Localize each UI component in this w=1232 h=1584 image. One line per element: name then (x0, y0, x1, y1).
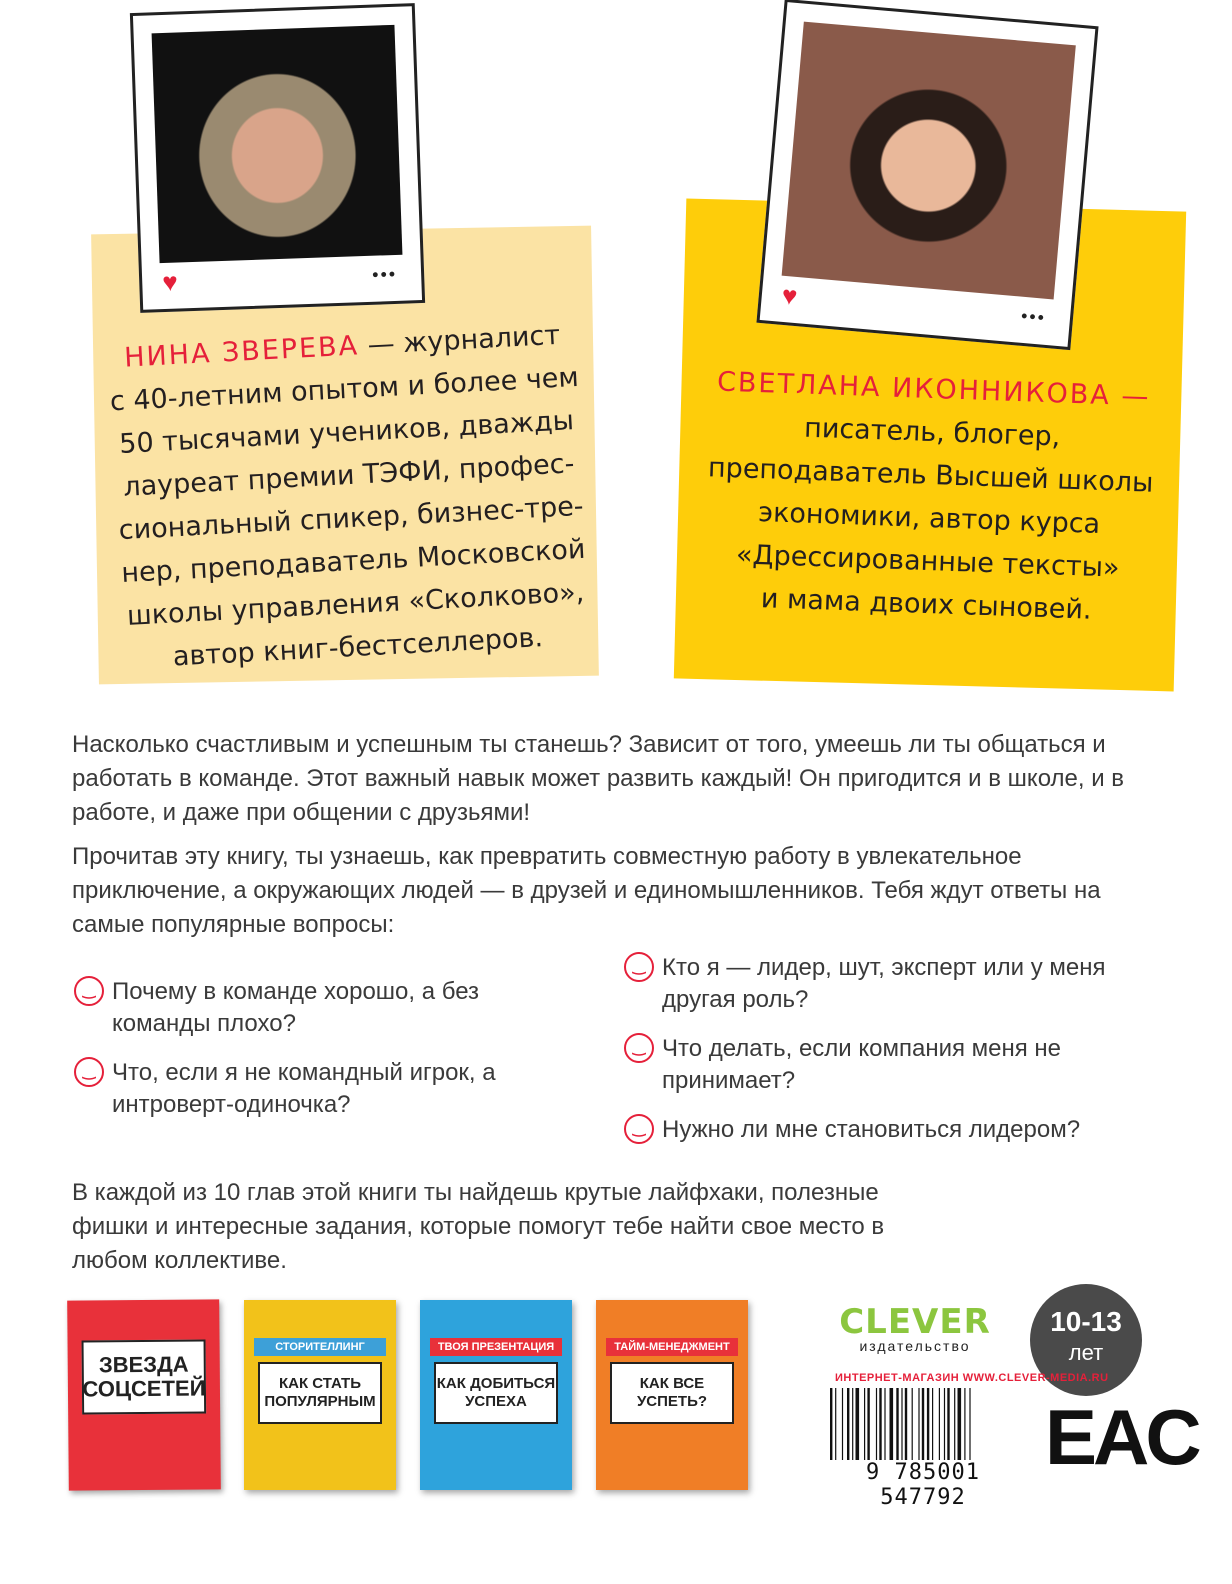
book-title: КАК ВСЕ УСПЕТЬ? (610, 1362, 734, 1424)
lead-paragraph: Прочитав эту книгу, ты узнаешь, как превратить совместную работу в увлекательное приключение, а окружающих людей — в друзей и единомышленников. Тебя ждут ответы на самые популярные вопросы: (72, 843, 1101, 938)
barcode-bar (884, 1388, 885, 1470)
book-title: КАК ДОБИТЬСЯ УСПЕХА (434, 1362, 558, 1424)
barcode-bar (958, 1388, 962, 1470)
author2-bio: СВЕТЛАНА ИКОННИКОВА — писатель, блогер, преподаватель Высшей школы экономики, автор курса «Дрессированные тексты» и мама двоих сыновей. (686, 360, 1175, 635)
barcode-bar (852, 1388, 853, 1470)
book-series-tag: ТАЙМ-МЕНЕДЖМЕНТ (606, 1338, 738, 1356)
barcode-bar (944, 1388, 945, 1470)
barcode-bar (842, 1388, 843, 1470)
barcode-bar (922, 1388, 924, 1470)
isbn-number: 9 785001 547792 (828, 1460, 1018, 1510)
smiley-icon: ‿ (624, 1114, 654, 1144)
barcode-bar (896, 1388, 898, 1470)
author2-photo (782, 22, 1076, 300)
question-item: ‿ Что, если я не командный игрок, а интроверт-одиночка? (74, 1057, 554, 1121)
book-cover-kak-dobitsya-uspeha (420, 1300, 572, 1490)
heart-icon: ♥ (161, 266, 179, 298)
book-cover-kak-stat-populyarnym (244, 1300, 396, 1490)
question-item: ‿ Что делать, если компания меня не принимает? (624, 1033, 1144, 1097)
book-cover-kak-vse-uspet (596, 1300, 748, 1490)
eac-mark: EAC (1045, 1393, 1198, 1481)
author1-name: НИНА ЗВЕРЕВА (123, 330, 360, 374)
author2-name: СВЕТЛАНА ИКОННИКОВА — (716, 366, 1151, 413)
book-cover-zvezda-socsetey (67, 1299, 221, 1490)
book-title: КАК СТАТЬ ПОПУЛЯРНЫМ (258, 1362, 382, 1424)
more-dots-icon: ••• (371, 263, 398, 285)
barcode-bar (867, 1388, 869, 1470)
smiley-icon: ‿ (624, 1033, 654, 1063)
question-item: ‿ Почему в команде хорошо, а без команды плохо? (74, 976, 554, 1040)
intro-paragraph: Насколько счастливым и успешным ты станешь? Зависит от того, умеешь ли ты общаться и работать в команде. Этот важный навык может развить каждый! Он пригодится и в школе, и в работе, и даже при общении с друзьями! (72, 731, 1125, 826)
barcode-bar (830, 1388, 832, 1470)
barcode-bar (918, 1388, 919, 1470)
more-dots-icon: ••• (1020, 305, 1047, 328)
barcode (828, 1388, 1018, 1470)
question-item: ‿ Нужно ли мне становиться лидером? (624, 1114, 1164, 1146)
book-series-tag: СТОРИТЕЛЛИНГ (254, 1338, 386, 1356)
shop-url: ИНТЕРНЕТ-МАГАЗИН WWW.CLEVER-MEDIA.RU (835, 1372, 1109, 1384)
book-series-tag: ТВОЯ ПРЕЗЕНТАЦИЯ (430, 1338, 562, 1356)
author1-bio: НИНА ЗВЕРЕВА — журналист с 40-летним опытом и более чем 50 тысячами учеников, дважды лауреат премии ТЭФИ, профес- сиональный спикер, бизнес-тре- нер, преподаватель Московской школы управления «Сколково», автор книг-бестселлеров. (109, 319, 587, 673)
barcode-bar (890, 1388, 894, 1470)
book-title: ЗВЕЗДА СОЦСЕТЕЙ (82, 1339, 207, 1414)
question-item: ‿ Кто я — лидер, шут, эксперт или у меня другая роль? (624, 952, 1144, 1016)
author1-photo (152, 25, 403, 263)
smiley-icon: ‿ (74, 1057, 104, 1087)
publisher-logo: CLEVER издательство (839, 1302, 991, 1354)
barcode-bar (939, 1388, 940, 1470)
smiley-icon: ‿ (624, 952, 654, 982)
barcode-bar (876, 1388, 877, 1470)
barcode-bar (912, 1388, 913, 1470)
barcode-bar (927, 1388, 929, 1470)
barcode-bar (954, 1388, 955, 1470)
author2-photo-frame (756, 0, 1098, 350)
barcode-bar (864, 1388, 865, 1470)
author1-photo-frame (130, 3, 425, 313)
barcode-bar (905, 1388, 907, 1470)
outro-paragraph: В каждой из 10 глав этой книги ты найдешь крутые лайфхаки, полезные фишки и интересные задания, которые помогут тебе найти свое место в любом коллективе. (72, 1179, 885, 1274)
heart-icon: ♥ (780, 279, 799, 312)
barcode-bar (901, 1388, 902, 1470)
barcode-bar (964, 1388, 965, 1470)
barcode-bar (969, 1388, 970, 1470)
barcode-bar (947, 1388, 949, 1470)
age-badge: 10-13 лет (1030, 1284, 1142, 1396)
smiley-icon: ‿ (74, 976, 104, 1006)
barcode-bar (856, 1388, 860, 1470)
barcode-bar (932, 1388, 933, 1470)
barcode-bar (879, 1388, 881, 1470)
barcode-bar (847, 1388, 849, 1470)
barcode-bar (835, 1388, 836, 1470)
